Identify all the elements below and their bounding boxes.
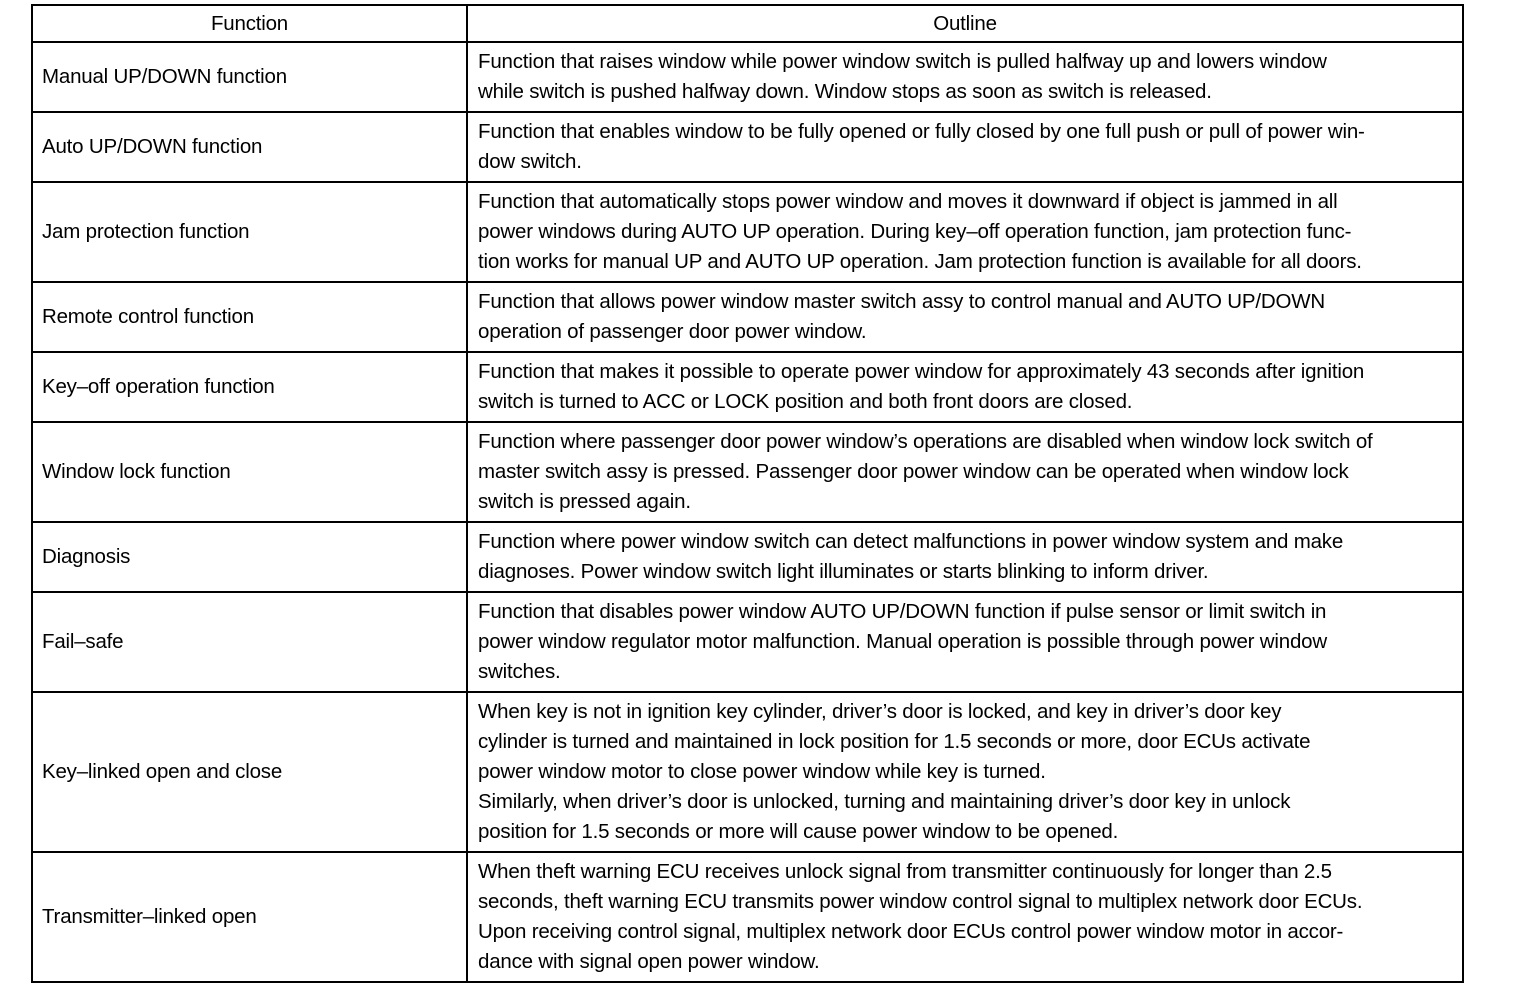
outline-line: Function that automatically stops power window and moves it downward if object is jammed in all	[478, 190, 1338, 213]
outline-line: dow switch.	[478, 150, 582, 173]
outline-line: When theft warning ECU receives unlock signal from transmitter continuously for longer than 2.5	[478, 860, 1332, 883]
table-row	[32, 522, 1463, 592]
table-row	[32, 352, 1463, 422]
table-row	[32, 422, 1463, 522]
outline-line: switches.	[478, 660, 561, 683]
outline-line: switch is turned to ACC or LOCK position and both front doors are closed.	[478, 390, 1133, 413]
outline-cell	[467, 42, 1463, 112]
table-row	[32, 852, 1463, 982]
outline-line: Function where power window switch can detect malfunctions in power window system and make	[478, 530, 1344, 553]
outline-line: When key is not in ignition key cylinder, driver’s door is locked, and key in driver’s door key	[478, 700, 1282, 723]
outline-line: Function where passenger door power window’s operations are disabled when window lock switch of	[478, 430, 1373, 453]
table-row	[32, 42, 1463, 112]
outline-line: Function that raises window while power window switch is pulled halfway up and lowers window	[478, 50, 1327, 73]
outline-line: position for 1.5 seconds or more will cause power window to be opened.	[478, 820, 1119, 843]
table-row	[32, 692, 1463, 852]
outline-line: operation of passenger door power window.	[478, 320, 867, 343]
header-outline: Outline	[467, 5, 1463, 42]
table-body	[32, 42, 1463, 982]
table-row	[32, 182, 1463, 282]
outline-line: power window motor to close power window while key is turned.	[478, 760, 1046, 783]
outline-line: Function that disables power window AUTO UP/DOWN function if pulse sensor or limit switch in	[478, 600, 1327, 623]
function-cell: Key–linked open and close	[32, 692, 467, 852]
outline-line: switch is pressed again.	[478, 490, 691, 513]
table-row	[32, 112, 1463, 182]
function-cell: Transmitter–linked open	[32, 852, 467, 982]
header-row	[32, 5, 1463, 42]
outline-cell	[467, 592, 1463, 692]
outline-cell	[467, 422, 1463, 522]
outline-line: power windows during AUTO UP operation. During key–off operation function, jam protection func-	[478, 220, 1352, 243]
outline-cell	[467, 182, 1463, 282]
power-window-function-table	[31, 4, 1464, 983]
function-cell: Window lock function	[32, 422, 467, 522]
outline-cell	[467, 692, 1463, 852]
outline-line: while switch is pushed halfway down. Window stops as soon as switch is released.	[478, 80, 1212, 103]
function-cell: Diagnosis	[32, 522, 467, 592]
function-cell: Key–off operation function	[32, 352, 467, 422]
function-cell: Jam protection function	[32, 182, 467, 282]
outline-line: Function that enables window to be fully opened or fully closed by one full push or pull of power win-	[478, 120, 1365, 143]
table-row	[32, 592, 1463, 692]
outline-cell	[467, 522, 1463, 592]
outline-cell	[467, 352, 1463, 422]
table-row	[32, 282, 1463, 352]
function-cell: Remote control function	[32, 282, 467, 352]
outline-line: seconds, theft warning ECU transmits power window control signal to multiplex network door ECUs.	[478, 890, 1363, 913]
outline-cell	[467, 282, 1463, 352]
function-cell: Fail–safe	[32, 592, 467, 692]
outline-cell	[467, 852, 1463, 982]
outline-line: Similarly, when driver’s door is unlocked, turning and maintaining driver’s door key in unlock	[478, 790, 1291, 813]
table-header	[32, 5, 1463, 42]
outline-line: Function that makes it possible to operate power window for approximately 43 seconds after ignition	[478, 360, 1365, 383]
outline-line: master switch assy is pressed. Passenger door power window can be operated when window lock	[478, 460, 1349, 483]
function-cell: Auto UP/DOWN function	[32, 112, 467, 182]
header-function: Function	[32, 5, 467, 42]
outline-line: Upon receiving control signal, multiplex network door ECUs control power window motor in accor-	[478, 920, 1344, 943]
outline-line: diagnoses. Power window switch light illuminates or starts blinking to inform driver.	[478, 560, 1209, 583]
outline-line: cylinder is turned and maintained in lock position for 1.5 seconds or more, door ECUs activate	[478, 730, 1311, 753]
outline-cell	[467, 112, 1463, 182]
function-cell: Manual UP/DOWN function	[32, 42, 467, 112]
outline-line: tion works for manual UP and AUTO UP operation. Jam protection function is available for all doors.	[478, 250, 1362, 273]
outline-line: Function that allows power window master switch assy to control manual and AUTO UP/DOWN	[478, 290, 1325, 313]
outline-line: power window regulator motor malfunction. Manual operation is possible through power window	[478, 630, 1327, 653]
outline-line: dance with signal open power window.	[478, 950, 820, 973]
